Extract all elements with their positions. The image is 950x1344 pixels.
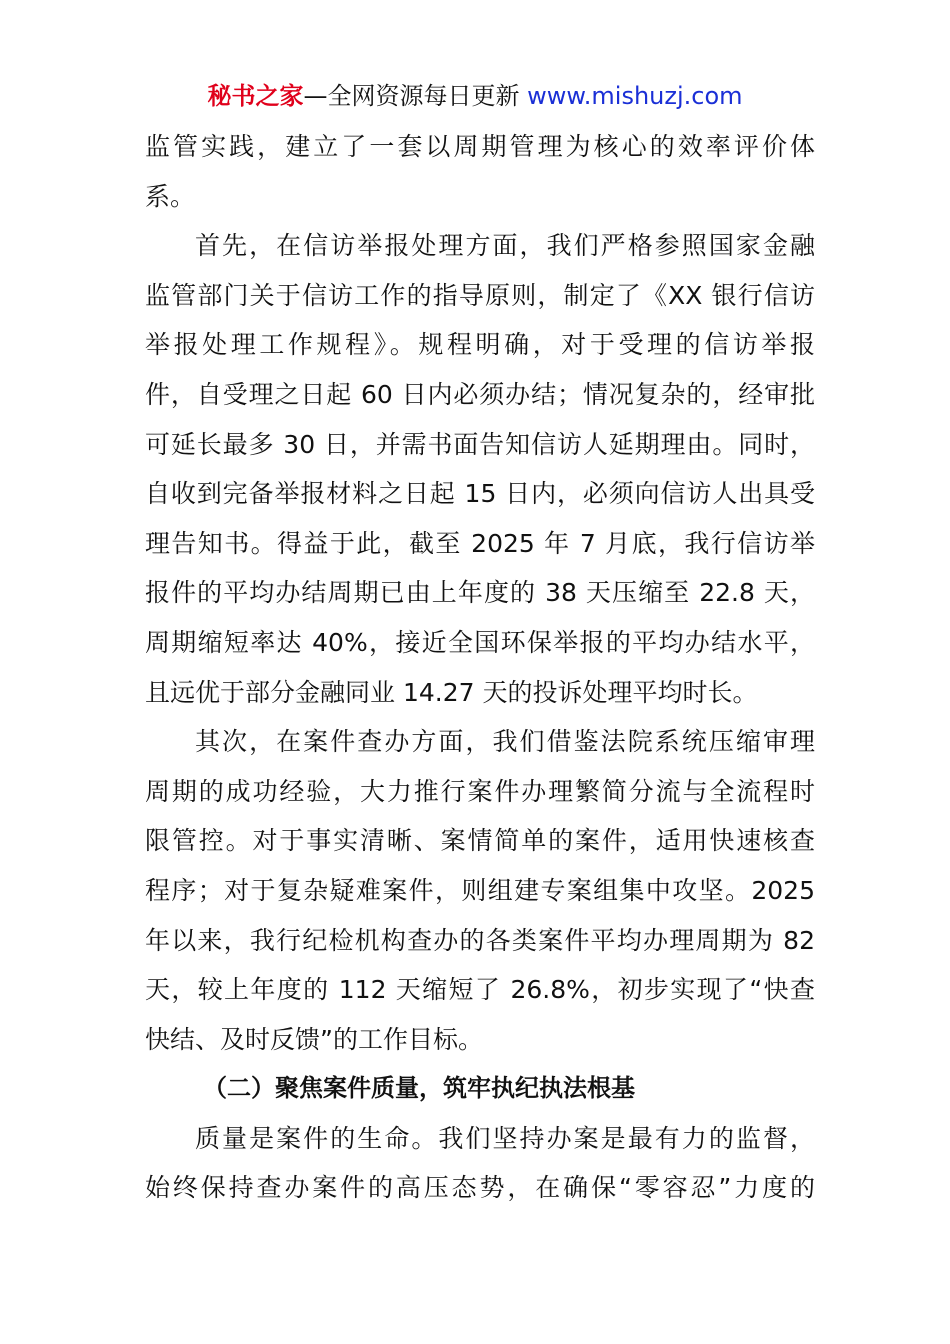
text-line: 自收到完备举报材料之日起 15 日内，必须向信访人出具受: [145, 479, 815, 509]
text-line: 举报处理工作规程》。规程明确，对于受理的信访举报: [145, 330, 815, 360]
text-line: 周期缩短率达 40%，接近全国环保举报的平均办结水平，: [145, 627, 815, 657]
text-line: 周期的成功经验，大力推行案件办理繁简分流与全流程时: [145, 776, 815, 806]
text-line: 系。: [145, 181, 196, 211]
text-line: 件，自受理之日起 60 日内必须办结；情况复杂的，经审批: [145, 379, 815, 409]
site-brand: 秘书之家: [207, 82, 304, 110]
text-line: 始终保持查办案件的高压态势，在确保“零容忍”力度的: [145, 1173, 815, 1203]
site-header: [0, 78, 950, 114]
text-line: 限管控。对于事实清晰、案情简单的案件，适用快速核查: [145, 826, 815, 856]
text-line: 其次，在案件查办方面，我们借鉴法院系统压缩审理: [195, 727, 815, 757]
text-line: 首先，在信访举报处理方面，我们严格参照国家金融: [195, 231, 815, 261]
text-line: 质量是案件的生命。我们坚持办案是最有力的监督，: [195, 1123, 815, 1153]
text-line: 天，较上年度的 112 天缩短了 26.8%，初步实现了“快查: [145, 975, 815, 1005]
text-line: 且远优于部分金融同业 14.27 天的投诉处理平均时长。: [145, 677, 758, 707]
text-line: 报件的平均办结周期已由上年度的 38 天压缩至 22.8 天，: [145, 578, 815, 608]
text-line: 年以来，我行纪检机构查办的各类案件平均办理周期为 82: [145, 925, 815, 955]
text-line: 可延长最多 30 日，并需书面告知信访人延期理由。同时，: [145, 429, 815, 459]
text-line: 理告知书。得益于此，截至 2025 年 7 月底，我行信访举: [145, 528, 815, 558]
text-line: 监管实践，建立了一套以周期管理为核心的效率评价体: [145, 132, 815, 161]
text-line: 监管部门关于信访工作的指导原则，制定了《XX 银行信访: [145, 280, 815, 310]
text-line: 快结、及时反馈”的工作目标。: [145, 1024, 483, 1054]
document-body: [145, 122, 815, 1213]
site-url-link[interactable]: www.mishuzj.com: [527, 82, 743, 110]
text-line: 程序；对于复杂疑难案件，则组建专案组集中攻坚。2025: [145, 875, 815, 905]
site-tagline: —全网资源每日更新: [303, 82, 520, 110]
section-heading: （二）聚焦案件质量，筑牢执纪执法根基: [203, 1074, 635, 1103]
